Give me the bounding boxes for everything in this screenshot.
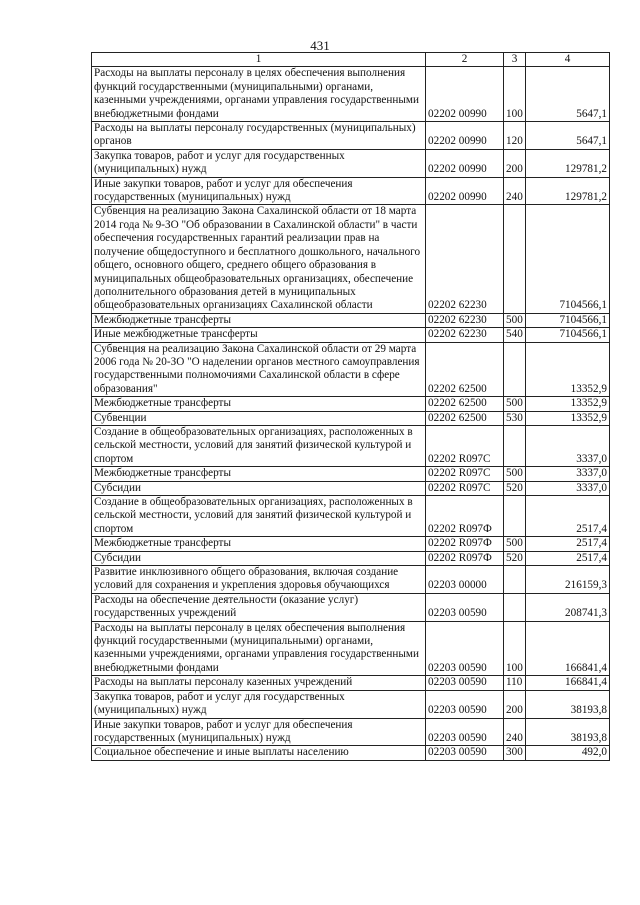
row-name-cell: Межбюджетные трансферты [92,537,426,551]
row-code-cell: 02202 R097С [426,467,504,481]
header-row [92,53,610,67]
row-type-cell [504,425,526,466]
row-amount-cell: 13352,9 [526,397,610,411]
row-type-cell: 200 [504,149,526,177]
row-amount-cell: 7104566,1 [526,205,610,313]
header-col-3: 3 [504,53,526,67]
row-name-cell: Расходы на выплаты персоналу в целях обеспечения выполнения функций государственными (муниципальными) органами, казенными учреждениями, органами управления государственными внебюджетными фондами [92,621,426,676]
row-amount-cell: 3337,0 [526,467,610,481]
table-body [92,67,610,760]
row-name-cell: Субсидии [92,481,426,495]
row-amount-cell: 38193,8 [526,690,610,718]
row-name-cell: Субвенция на реализацию Закона Сахалинской области от 18 марта 2014 года № 9-ЗО "Об образовании в Сахалинской области" в части обеспечения государственных гарантий реализации прав на получение общедоступного и бесплатного дошкольного, начального общего, основного общего, среднего общего образования в муниципальных общеобразовательных организациях, обеспечение дополнительного образования детей в муниципальных общеобразовательных организациях Сахалинской области [92,205,426,313]
table-row [92,690,610,718]
row-code-cell: 02202 62500 [426,397,504,411]
row-code-cell: 02203 00590 [426,746,504,760]
table-row [92,313,610,327]
row-code-cell: 02202 62500 [426,411,504,425]
table-row [92,411,610,425]
row-type-cell: 530 [504,411,526,425]
row-type-cell [504,593,526,621]
row-name-cell: Межбюджетные трансферты [92,313,426,327]
row-amount-cell: 166841,4 [526,676,610,690]
row-amount-cell: 129781,2 [526,149,610,177]
row-code-cell: 02202 R097С [426,481,504,495]
row-amount-cell: 13352,9 [526,342,610,397]
table-row [92,425,610,466]
table-row [92,746,610,760]
row-name-cell: Социальное обеспечение и иные выплаты населению [92,746,426,760]
row-code-cell: 02202 62230 [426,328,504,342]
row-name-cell: Расходы на выплаты персоналу государственных (муниципальных) органов [92,122,426,150]
table-row [92,342,610,397]
row-code-cell: 02203 00590 [426,676,504,690]
table-row [92,593,610,621]
header-col-2: 2 [426,53,504,67]
table-row [92,205,610,313]
header-col-1: 1 [92,53,426,67]
row-code-cell: 02202 62500 [426,342,504,397]
row-amount-cell: 166841,4 [526,621,610,676]
table-row [92,676,610,690]
row-code-cell: 02202 00990 [426,67,504,122]
row-type-cell [504,496,526,537]
row-type-cell: 500 [504,397,526,411]
row-name-cell: Создание в общеобразовательных организациях, расположенных в сельской местности, условий для занятий физической культурой и спортом [92,425,426,466]
row-type-cell: 540 [504,328,526,342]
row-code-cell: 02203 00590 [426,690,504,718]
table-row [92,481,610,495]
row-name-cell: Закупка товаров, работ и услуг для государственных (муниципальных) нужд [92,149,426,177]
row-type-cell: 110 [504,676,526,690]
row-name-cell: Иные закупки товаров, работ и услуг для обеспечения государственных (муниципальных) нужд [92,718,426,746]
row-name-cell: Создание в общеобразовательных организациях, расположенных в сельской местности, условий для занятий физической культурой и спортом [92,496,426,537]
row-type-cell: 300 [504,746,526,760]
table-row [92,67,610,122]
row-name-cell: Субвенции [92,411,426,425]
row-amount-cell: 13352,9 [526,411,610,425]
row-name-cell: Расходы на выплаты персоналу в целях обеспечения выполнения функций государственными (муниципальными) органами, казенными учреждениями, органами управления государственными внебюджетными фондами [92,67,426,122]
row-name-cell: Межбюджетные трансферты [92,397,426,411]
row-amount-cell: 208741,3 [526,593,610,621]
row-amount-cell: 2517,4 [526,496,610,537]
row-type-cell: 240 [504,718,526,746]
table-row [92,122,610,150]
row-amount-cell: 3337,0 [526,481,610,495]
table-row [92,566,610,594]
table-row [92,551,610,565]
row-type-cell: 500 [504,313,526,327]
row-code-cell: 02202 00990 [426,149,504,177]
row-code-cell: 02203 00000 [426,566,504,594]
row-code-cell: 02203 00590 [426,718,504,746]
row-amount-cell: 3337,0 [526,425,610,466]
row-type-cell: 120 [504,122,526,150]
row-code-cell: 02202 00990 [426,177,504,205]
row-amount-cell: 5647,1 [526,67,610,122]
row-type-cell: 240 [504,177,526,205]
budget-table [91,52,610,761]
row-code-cell: 02202 R097Ф [426,537,504,551]
row-code-cell: 02203 00590 [426,621,504,676]
row-amount-cell: 7104566,1 [526,313,610,327]
table-row [92,718,610,746]
row-code-cell: 02202 00990 [426,122,504,150]
table-row [92,467,610,481]
table-row [92,177,610,205]
table-row [92,149,610,177]
row-type-cell: 100 [504,621,526,676]
row-name-cell: Расходы на обеспечение деятельности (оказание услуг) государственных учреждений [92,593,426,621]
row-type-cell: 520 [504,481,526,495]
row-type-cell [504,205,526,313]
table-row [92,621,610,676]
table-row [92,397,610,411]
row-type-cell: 200 [504,690,526,718]
row-amount-cell: 5647,1 [526,122,610,150]
page-number: 431 [310,38,330,53]
row-amount-cell: 129781,2 [526,177,610,205]
table-row [92,537,610,551]
table-row [92,496,610,537]
row-name-cell: Развитие инклюзивного общего образования, включая создание условий для сохранения и укрепления здоровья обучающихся [92,566,426,594]
row-type-cell: 500 [504,467,526,481]
row-name-cell: Иные межбюджетные трансферты [92,328,426,342]
row-name-cell: Иные закупки товаров, работ и услуг для обеспечения государственных (муниципальных) нужд [92,177,426,205]
row-amount-cell: 216159,3 [526,566,610,594]
row-amount-cell: 38193,8 [526,718,610,746]
row-name-cell: Расходы на выплаты персоналу казенных учреждений [92,676,426,690]
row-name-cell: Закупка товаров, работ и услуг для государственных (муниципальных) нужд [92,690,426,718]
row-code-cell: 02202 R097Ф [426,496,504,537]
table-row [92,328,610,342]
row-code-cell: 02203 00590 [426,593,504,621]
row-name-cell: Субвенция на реализацию Закона Сахалинской области от 29 марта 2006 года № 20-ЗО "О наделении органов местного самоуправления государственными полномочиями Сахалинской области в сфере образования" [92,342,426,397]
row-amount-cell: 2517,4 [526,551,610,565]
row-amount-cell: 492,0 [526,746,610,760]
row-type-cell: 100 [504,67,526,122]
row-name-cell: Межбюджетные трансферты [92,467,426,481]
row-code-cell: 02202 R097С [426,425,504,466]
row-type-cell: 520 [504,551,526,565]
row-amount-cell: 2517,4 [526,537,610,551]
row-code-cell: 02202 62230 [426,313,504,327]
row-code-cell: 02202 R097Ф [426,551,504,565]
row-amount-cell: 7104566,1 [526,328,610,342]
row-type-cell [504,342,526,397]
row-name-cell: Субсидии [92,551,426,565]
header-col-4: 4 [526,53,610,67]
row-type-cell: 500 [504,537,526,551]
row-type-cell [504,566,526,594]
row-code-cell: 02202 62230 [426,205,504,313]
